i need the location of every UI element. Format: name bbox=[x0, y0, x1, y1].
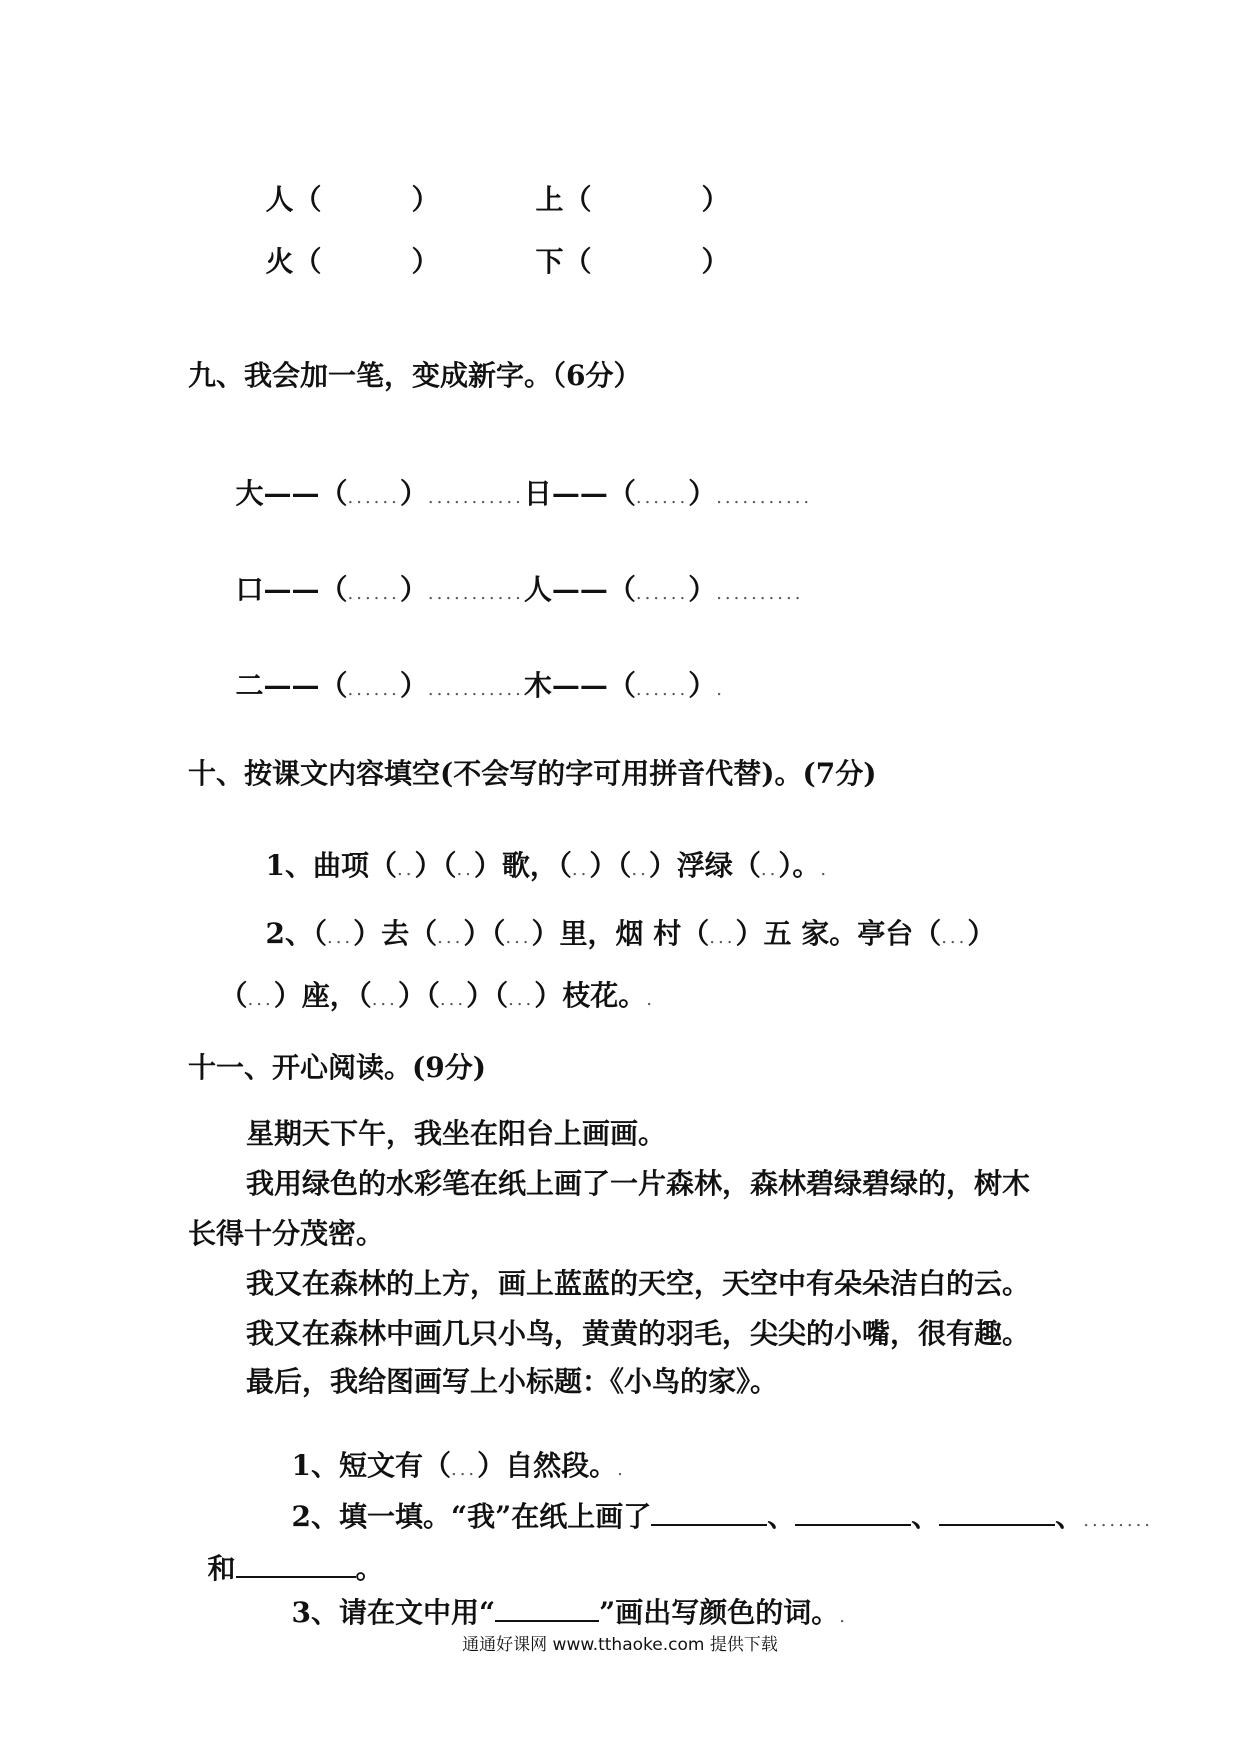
answer-blank[interactable] bbox=[651, 1496, 767, 1526]
passage-para-2a: 我用绿色的水彩笔在纸上画了一片森林，森林碧绿碧绿的，树木 bbox=[246, 1167, 1031, 1200]
section9-title: 九、我会加一笔，变成新字。（6分） bbox=[188, 359, 642, 392]
section10-q2b: （...）座，（...）（...）（...）枝花。. bbox=[219, 979, 655, 1012]
section11-q2-cont: 和 。 bbox=[188, 1512, 384, 1587]
pair-b-close: ） bbox=[701, 245, 730, 278]
pair-row-2 bbox=[246, 208, 730, 280]
section10-title: 十、按课文内容填空(不会写的字可用拼音代替)。(7分) bbox=[188, 757, 877, 790]
pair-b: 上（ bbox=[535, 183, 592, 216]
answer-blank[interactable] bbox=[795, 1496, 911, 1526]
footer-credit: 通通好课网 www.tthaoke.com 提供下载 bbox=[462, 1635, 778, 1655]
pair-a: 火（ bbox=[265, 245, 322, 278]
passage-para-1: 星期天下午，我坐在阳台上画画。 bbox=[246, 1117, 667, 1150]
pair-a-close: ） bbox=[411, 245, 440, 278]
section10-q2a: 2、（...）去（...）（...）里，烟 村（...）五 家。亭台（...） bbox=[265, 917, 996, 950]
passage-para-2b: 长得十分茂密。 bbox=[188, 1217, 385, 1250]
passage-para-5: 最后，我给图画写上小标题：《小鸟的家》。 bbox=[246, 1365, 779, 1398]
pair-b-close: ） bbox=[701, 183, 730, 216]
passage-para-4: 我又在森林中画几只小鸟，黄黄的羽毛，尖尖的小嘴，很有趣。 bbox=[246, 1317, 1031, 1350]
section11-title: 十一、开心阅读。(9分) bbox=[188, 1051, 486, 1084]
section11-q2: 2、填一填。“我”在纸上画了 、 、 、........ bbox=[272, 1460, 1153, 1539]
passage-para-3: 我又在森林的上方，画上蓝蓝的天空，天空中有朵朵洁白的云。 bbox=[246, 1267, 1031, 1300]
pair-a-close: ） bbox=[411, 183, 440, 216]
section10-q1: 1、曲项（..）（..）歌，（..）（..）浮绿（..）。. bbox=[265, 849, 830, 882]
pair-b: 下（ bbox=[535, 245, 592, 278]
section9-row-1: 大——（......）...........日——（......）........... bbox=[235, 477, 813, 510]
answer-blank[interactable] bbox=[939, 1496, 1055, 1526]
section11-q1: 1、短文有（...）自然段。. bbox=[291, 1449, 626, 1482]
pair-a: 人（ bbox=[265, 183, 322, 216]
section9-row-2: 口——（......）...........人——（......）.......... bbox=[235, 573, 804, 606]
answer-blank[interactable] bbox=[495, 1592, 599, 1622]
section9-row-3: 二——（......）...........木——（......）. bbox=[235, 669, 725, 702]
section11-q3: 3、请在文中用“ ”画出写颜色的词。. bbox=[272, 1556, 848, 1635]
